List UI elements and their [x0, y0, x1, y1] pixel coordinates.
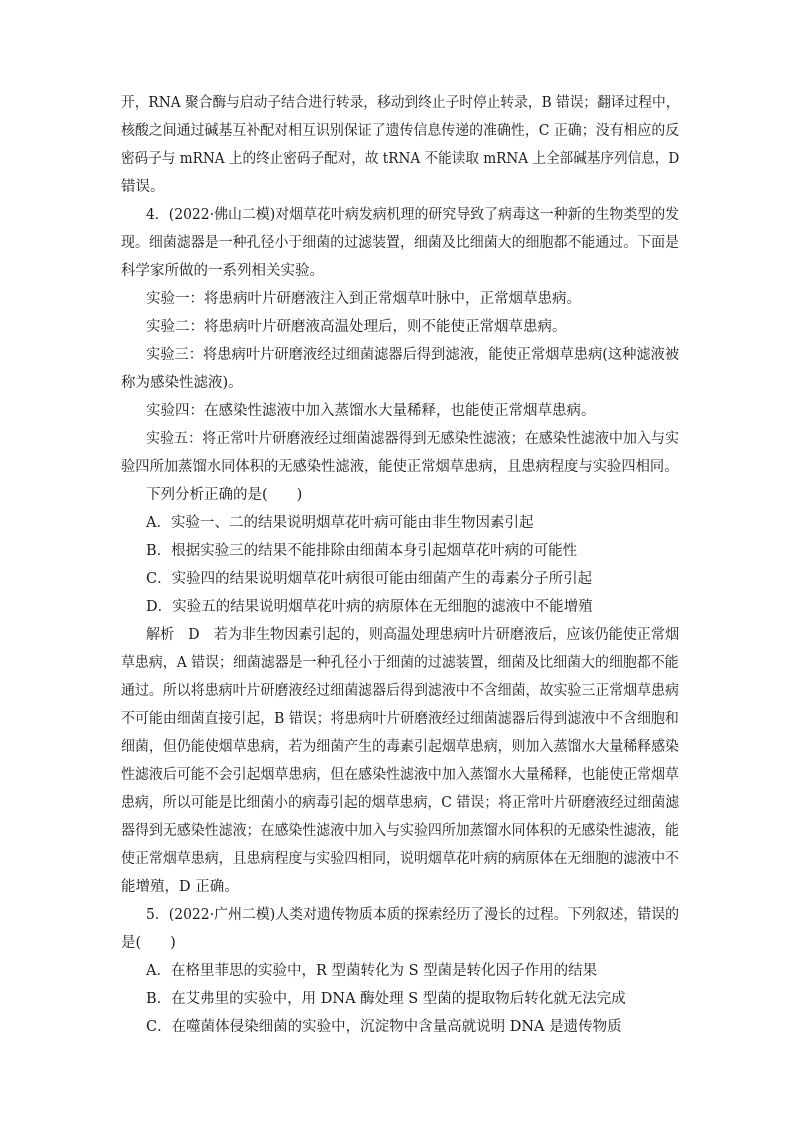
text-line: 验四所加蒸馏水同体积的无感染性滤液，能使正常烟草患病，且患病程度与实验四相同。 [121, 459, 679, 475]
text-line: 密码子与 mRNA 上的终止密码子配对，故 tRNA 不能读取 mRNA 上全部碱基序列信息，D [121, 151, 680, 167]
text-line: 称为感染性滤液)。 [121, 375, 243, 391]
text-line: 患病，所以可能是比细菌小的病毒引起的烟草患病，C 错误；将正常叶片研磨液经过细菌滤 [121, 795, 680, 811]
experiment-1: 实验一：将患病叶片研磨液注入到正常烟草叶脉中，正常烟草患病。 [146, 291, 581, 307]
experiment-4: 实验四：在感染性滤液中加入蒸馏水大量稀释，也能使正常烟草患病。 [146, 403, 596, 419]
experiment-3: 实验三：将患病叶片研磨液经过细菌滤器后得到滤液，能使正常烟草患病(这种滤液被 [146, 347, 680, 363]
text-line: 开，RNA 聚合酶与启动子结合进行转录，移动到终止子时停止转录，B 错误；翻译过程中， [121, 95, 680, 111]
text-line: 不可能由细菌直接引起，B 错误；将患病叶片研磨液经过细菌滤器后得到滤液中不含细胞和 [121, 711, 679, 727]
text-line: 错误。 [121, 179, 165, 195]
text-line: 通过。所以将患病叶片研磨液经过细菌滤器后得到滤液中不含细菌，故实验三正常烟草患病 [121, 683, 679, 699]
question-5-stem: 5．(2022·广州二模)人类对遗传物质本质的探索经历了漫长的过程。下列叙述，错误的 [146, 907, 680, 923]
option-c: C．实验四的结果说明烟草花叶病很可能由细菌产生的毒素分子所引起 [146, 571, 593, 587]
question-4-stem: 4．(2022·佛山二模)对烟草花叶病发病机理的研究导致了病毒这一种新的生物类型的发 [146, 207, 680, 223]
option-c: C．在噬菌体侵染细菌的实验中，沉淀物中含量高就说明 DNA 是遗传物质 [146, 1019, 622, 1035]
text-line: 使正常烟草患病，且患病程度与实验四相同，说明烟草花叶病的病原体在无细胞的滤液中不 [121, 851, 679, 867]
text-line: 性滤液后可能不会引起烟草患病，但在感染性滤液中加入蒸馏水大量稀释，也能使正常烟草 [121, 767, 679, 783]
experiment-5: 实验五：将正常叶片研磨液经过细菌滤器得到无感染性滤液；在感染性滤液中加入与实 [146, 431, 679, 447]
text-line: 是( ) [121, 935, 176, 951]
experiment-2: 实验二：将患病叶片研磨液高温处理后，则不能使正常烟草患病。 [146, 319, 567, 335]
option-d: D．实验五的结果说明烟草花叶病的病原体在无细胞的滤液中不能增殖 [146, 599, 593, 615]
question-4-prompt: 下列分析正确的是( ) [146, 487, 303, 503]
text-line: 器得到无感染性滤液；在感染性滤液中加入与实验四所加蒸馏水同体积的无感染性滤液，能 [121, 823, 679, 839]
option-a: A．在格里菲思的实验中，R 型菌转化为 S 型菌是转化因子作用的结果 [146, 963, 598, 979]
text-line: 细菌，但仍能使烟草患病，若为细菌产生的毒素引起烟草患病，则加入蒸馏水大量稀释感染 [121, 739, 679, 755]
text-line: 核酸之间通过碱基互补配对相互识别保证了遗传信息传递的准确性，C 正确；没有相应的反 [121, 123, 680, 139]
text-line: 科学家所做的一系列相关实验。 [121, 263, 324, 279]
option-b: B．根据实验三的结果不能排除由细菌本身引起烟草花叶病的可能性 [146, 543, 578, 559]
option-b: B．在艾弗里的实验中，用 DNA 酶处理 S 型菌的提取物后转化就无法完成 [146, 991, 626, 1007]
analysis-heading: 解析 D 若为非生物因素引起的，则高温处理患病叶片研磨液后，应该仍能使正常烟 [146, 627, 680, 643]
text-line: 草患病，A 错误；细菌滤器是一种孔径小于细菌的过滤装置，细菌及比细菌大的细胞都不能 [121, 655, 679, 671]
text-line: 能增殖，D 正确。 [121, 879, 239, 895]
text-line: 现。细菌滤器是一种孔径小于细菌的过滤装置，细菌及比细菌大的细胞都不能通过。下面是 [121, 235, 679, 251]
option-a: A．实验一、二的结果说明烟草花叶病可能由非生物因素引起 [146, 515, 534, 531]
